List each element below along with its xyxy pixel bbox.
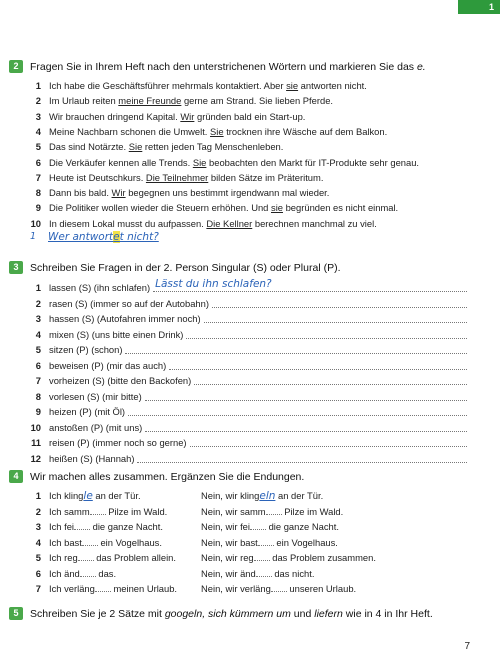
item-prompt: beweisen (P) (mir das auch) [49,359,167,371]
statement: Ich bast ein Vogelhaus. [49,536,162,548]
item-number: 1 [35,282,41,293]
answer-line[interactable] [137,452,467,463]
filled-ending: le [83,490,93,502]
example-number: 1 [30,231,36,242]
example-answer: Wer antwortet nicht? [48,231,159,243]
exercise-3-heading [9,261,340,274]
exercise-3-instruction: Schreiben Sie Fragen in der 2. Person Singular (S) oder Plural (P). [30,261,341,274]
item-number: 5 [35,344,41,355]
underlined-word: meine Freunde [118,95,182,107]
item-prompt: heißen (S) (Hannah) [49,452,135,464]
statement: Ich änd das. [49,567,117,579]
item-prompt: reisen (P) (immer noch so gerne) [49,437,187,448]
item-number: 3 [35,110,41,122]
underlined-word: Wir [111,187,126,199]
item-sentence: Dann bis bald. Wir begegnen uns bestimmt irgendwann mal wieder. [49,187,330,199]
item-prompt: heizen (P) (mit Öl) [49,406,126,417]
item-prompt: vorheizen (S) (bitte den Backofen) [49,375,192,386]
answer-line[interactable] [125,343,467,354]
exercise-2-instruction: Fragen Sie in Ihrem Heft nach den unterstrichenen Wörtern und markieren Sie das [30,60,415,73]
underlined-word: sie [271,202,283,214]
item-number: 4 [35,328,41,340]
item-prompt: vorlesen (S) (mir bitte) [49,390,142,402]
ending-gap[interactable] [80,568,96,577]
ending-gap[interactable] [95,583,111,592]
ending-gap[interactable] [90,506,106,515]
exercise-number-badge: 3 [9,261,23,274]
item-number: 2 [35,505,41,517]
exercise-5-heading [9,607,433,620]
ending-gap[interactable] [74,521,90,530]
item-prompt: sitzen (P) (schon) [49,344,123,355]
statement: Ich samm Pilze im Wald. [49,505,168,517]
exercise-2-heading [9,60,426,73]
item-number: 4 [35,536,41,548]
exercise-5-instruction: Schreiben Sie je 2 Sätze mit googeln, sich kümmern um und liefern wie in 4 in Ihr Heft. [30,607,433,620]
item-number: 1 [35,490,41,501]
reply: Nein, wir bast ein Vogelhaus. [201,536,338,548]
underlined-word: Sie [128,141,143,153]
item-prompt: anstoßen (P) (mit uns) [49,421,143,433]
item-prompt: mixen (S) (uns bitte einen Drink) [49,328,184,340]
item-number: 7 [35,171,41,183]
chapter-tab: 1 [458,0,500,14]
item-sentence: Im Urlaub reiten meine Freunde gerne am Strand. Sie lieben Pferde. [49,95,334,107]
answer-line[interactable] [169,359,467,370]
item-number: 3 [35,313,41,324]
answer-line[interactable] [186,328,467,339]
ending-gap[interactable] [258,537,274,546]
underlined-word: Wir [180,110,195,122]
ending-gap[interactable] [256,568,272,577]
ending-gap[interactable] [82,537,98,546]
answer-line[interactable] [190,436,467,447]
item-number: 6 [35,156,41,168]
underlined-word: Die Teilnehmer [145,171,209,183]
answer-line[interactable] [212,297,467,308]
ending-gap[interactable] [271,583,287,592]
item-number: 4 [35,125,41,137]
exercise-4-instruction: Wir machen alles zusammen. Ergänzen Sie die Endungen. [30,470,305,483]
answer-line[interactable] [153,278,467,292]
reply: Nein, wir samm Pilze im Wald. [201,505,344,517]
reply: Nein, wir klingeln an der Tür. [201,490,324,502]
exercise-2-instruction-letter: e. [416,60,426,73]
exercise-4-heading [9,470,304,483]
exercise-number-badge: 5 [9,607,23,620]
item-sentence: Das sind Notärzte. Sie retten jeden Tag Menschenleben. [49,141,284,153]
reply: Nein, wir fei die ganze Nacht. [201,521,339,532]
item-number: 8 [35,390,41,402]
item-prompt: lassen (S) (ihn schlafen) [49,282,151,293]
item-number: 12 [30,452,41,464]
item-number: 5 [35,552,41,563]
item-number: 7 [35,375,41,386]
filled-ending: eln [259,490,276,502]
item-number: 10 [30,217,41,229]
ending-gap[interactable] [266,506,282,515]
page-number: 7 [464,641,470,652]
item-sentence: Ich habe die Geschäftsführer mehrmals kontaktiert. Aber sie antworten nicht. [49,80,367,91]
item-number: 11 [31,437,41,448]
statement: Ich fei die ganze Nacht. [49,521,163,532]
item-sentence: Die Politiker wollen wieder die Steuern erhöhen. Und sie begründen es nicht einmal. [49,202,399,214]
item-sentence: Heute ist Deutschkurs. Die Teilnehmer bilden Sätze im Präteritum. [49,171,324,183]
exercise-number-badge: 2 [9,60,23,73]
reply: Nein, wir verläng unseren Urlaub. [201,583,357,594]
item-sentence: In diesem Lokal musst du aufpassen. Die Kellner berechnen manchmal zu viel. [49,217,377,229]
answer-line[interactable] [145,421,467,432]
item-prompt: rasen (S) (immer so auf der Autobahn) [49,297,209,309]
item-number: 10 [30,421,41,433]
item-number: 6 [35,567,41,579]
marked-letter-e: e [113,231,120,243]
item-prompt: hassen (S) (Autofahren immer noch) [49,313,201,324]
handwritten-answer: Lässt du ihn schlafen? [155,278,272,290]
item-number: 9 [35,202,41,214]
item-number: 5 [35,141,41,153]
ending-gap[interactable] [78,552,94,561]
item-number: 7 [35,583,41,594]
statement: Ich klingle an der Tür. [49,490,141,502]
item-number: 3 [35,521,41,532]
item-number: 2 [35,95,41,107]
answer-line[interactable] [128,405,467,416]
item-number: 1 [35,80,41,91]
statement: Ich verläng meinen Urlaub. [49,583,178,594]
item-sentence: Meine Nachbarn schonen die Umwelt. Sie trocknen ihre Wäsche auf dem Balkon. [49,125,388,137]
reply: Nein, wir änd das nicht. [201,567,315,579]
underlined-word: sie [286,80,299,91]
underlined-word: Die Kellner [206,217,253,229]
ending-gap[interactable] [254,552,270,561]
item-sentence: Die Verkäufer kennen alle Trends. Sie beobachten den Markt für IT-Produkte sehr genau. [49,156,420,168]
answer-line[interactable] [204,312,467,323]
statement: Ich reg das Problem allein. [49,552,177,563]
item-number: 6 [35,359,41,371]
exercise-number-badge: 4 [9,470,23,483]
underlined-word: Sie [192,156,207,168]
item-sentence: Wir brauchen dringend Kapital. Wir gründen bald ein Start-up. [49,110,306,122]
ending-gap[interactable] [250,521,266,530]
underlined-word: Sie [210,125,224,137]
item-number: 8 [35,187,41,199]
item-number: 2 [35,297,41,309]
reply: Nein, wir reg das Problem zusammen. [201,552,376,563]
answer-line[interactable] [145,390,467,401]
item-number: 9 [35,406,41,417]
answer-line[interactable] [194,374,467,385]
